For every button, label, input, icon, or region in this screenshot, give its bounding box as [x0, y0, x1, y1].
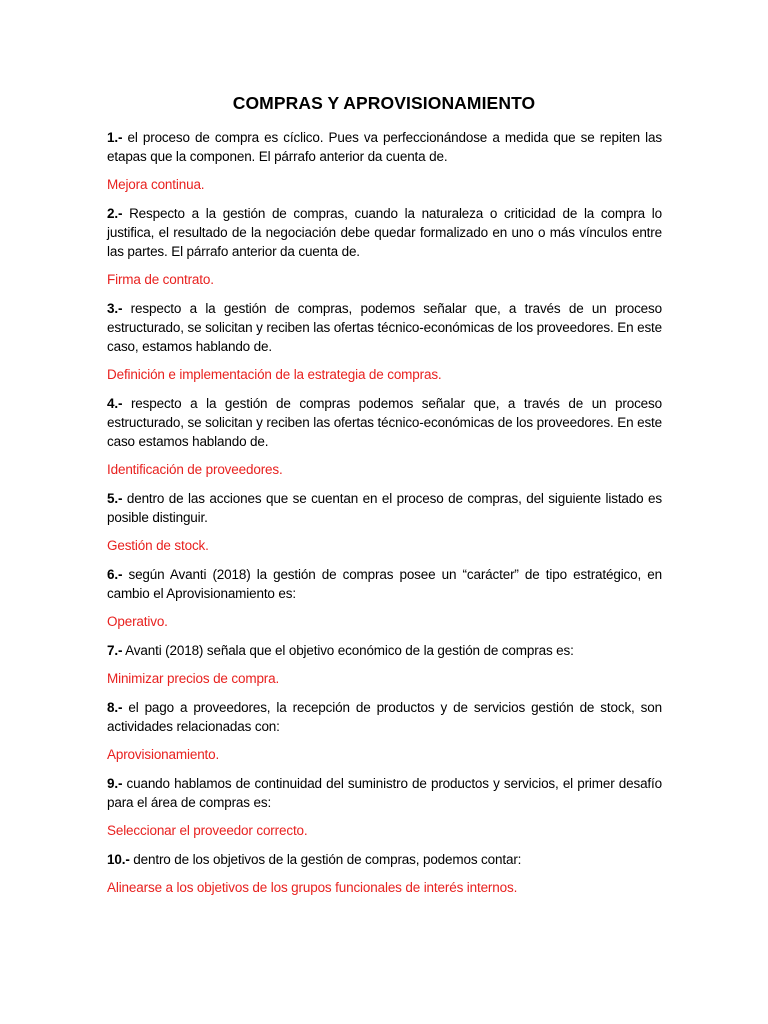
question-item — [107, 774, 662, 840]
question-number: 3.- — [107, 301, 123, 316]
question-item — [107, 394, 662, 479]
question-body: respecto a la gestión de compras, podemos señalar que, a través de un proceso estructurado, se solicitan y reciben las ofertas técnico-económicas de los proveedores. En este caso, estamos hablando de. — [107, 301, 662, 354]
question-text — [107, 698, 662, 736]
question-item — [107, 489, 662, 555]
answer-text: Identificación de proveedores. — [107, 462, 283, 477]
question-body: Respecto a la gestión de compras, cuando la naturaleza o criticidad de la compra lo justifica, el resultado de la negociación debe quedar formalizado en uno o más vínculos entre las partes. El párrafo anterior da cuenta de. — [107, 206, 662, 259]
question-list — [107, 128, 662, 907]
question-body: dentro de los objetivos de la gestión de compras, podemos contar: — [133, 852, 522, 867]
question-text — [107, 394, 662, 451]
question-body: cuando hablamos de continuidad del suministro de productos y servicios, el primer desafío para el área de compras es: — [107, 776, 662, 810]
question-number: 9.- — [107, 776, 123, 791]
question-item — [107, 128, 662, 194]
question-body: el proceso de compra es cíclico. Pues va perfeccionándose a medida que se repiten las etapas que la componen. El párrafo anterior da cuenta de. — [107, 130, 662, 164]
question-text — [107, 565, 662, 603]
question-number: 8.- — [107, 700, 123, 715]
question-body: Avanti (2018) señala que el objetivo económico de la gestión de compras es: — [125, 643, 574, 658]
question-text — [107, 128, 662, 166]
question-item — [107, 698, 662, 764]
question-number: 7.- — [107, 643, 123, 658]
question-body: respecto a la gestión de compras podemos señalar que, a través de un proceso estructurado, se solicitan y reciben las ofertas técnico-económicas de los proveedores. En este caso estamos hablando de. — [107, 396, 662, 449]
question-body: dentro de las acciones que se cuentan en el proceso de compras, del siguiente listado es posible distinguir. — [107, 491, 663, 525]
answer-text: Alinearse a los objetivos de los grupos funcionales de interés internos. — [107, 880, 518, 895]
question-number: 2.- — [107, 206, 123, 221]
answer-text: Seleccionar el proveedor correcto. — [107, 823, 308, 838]
question-text — [107, 774, 662, 812]
answer-text: Gestión de stock. — [107, 538, 209, 553]
question-text — [107, 489, 662, 527]
question-item — [107, 565, 662, 631]
question-number: 6.- — [107, 567, 123, 582]
question-number: 1.- — [107, 130, 123, 145]
question-number: 4.- — [107, 396, 123, 411]
question-text — [107, 641, 662, 660]
question-item — [107, 299, 662, 384]
question-text — [107, 204, 662, 261]
answer-text: Aprovisionamiento. — [107, 747, 220, 762]
question-item — [107, 850, 662, 897]
question-number: 10.- — [107, 852, 130, 867]
question-body: el pago a proveedores, la recepción de productos y de servicios gestión de stock, son actividades relacionadas con: — [107, 700, 662, 734]
question-body: según Avanti (2018) la gestión de compras posee un “carácter” de tipo estratégico, en cambio el Aprovisionamiento es: — [107, 567, 662, 601]
question-item — [107, 204, 662, 289]
answer-text: Firma de contrato. — [107, 272, 214, 287]
question-text — [107, 850, 662, 869]
document-title: COMPRAS Y APROVISIONAMIENTO — [232, 93, 536, 113]
answer-text: Operativo. — [107, 614, 168, 629]
answer-text: Minimizar precios de compra. — [107, 671, 280, 686]
question-text — [107, 299, 662, 356]
answer-text: Mejora continua. — [107, 177, 205, 192]
answer-text: Definición e implementación de la estrategia de compras. — [107, 367, 442, 382]
question-number: 5.- — [107, 491, 123, 506]
question-item — [107, 641, 662, 688]
